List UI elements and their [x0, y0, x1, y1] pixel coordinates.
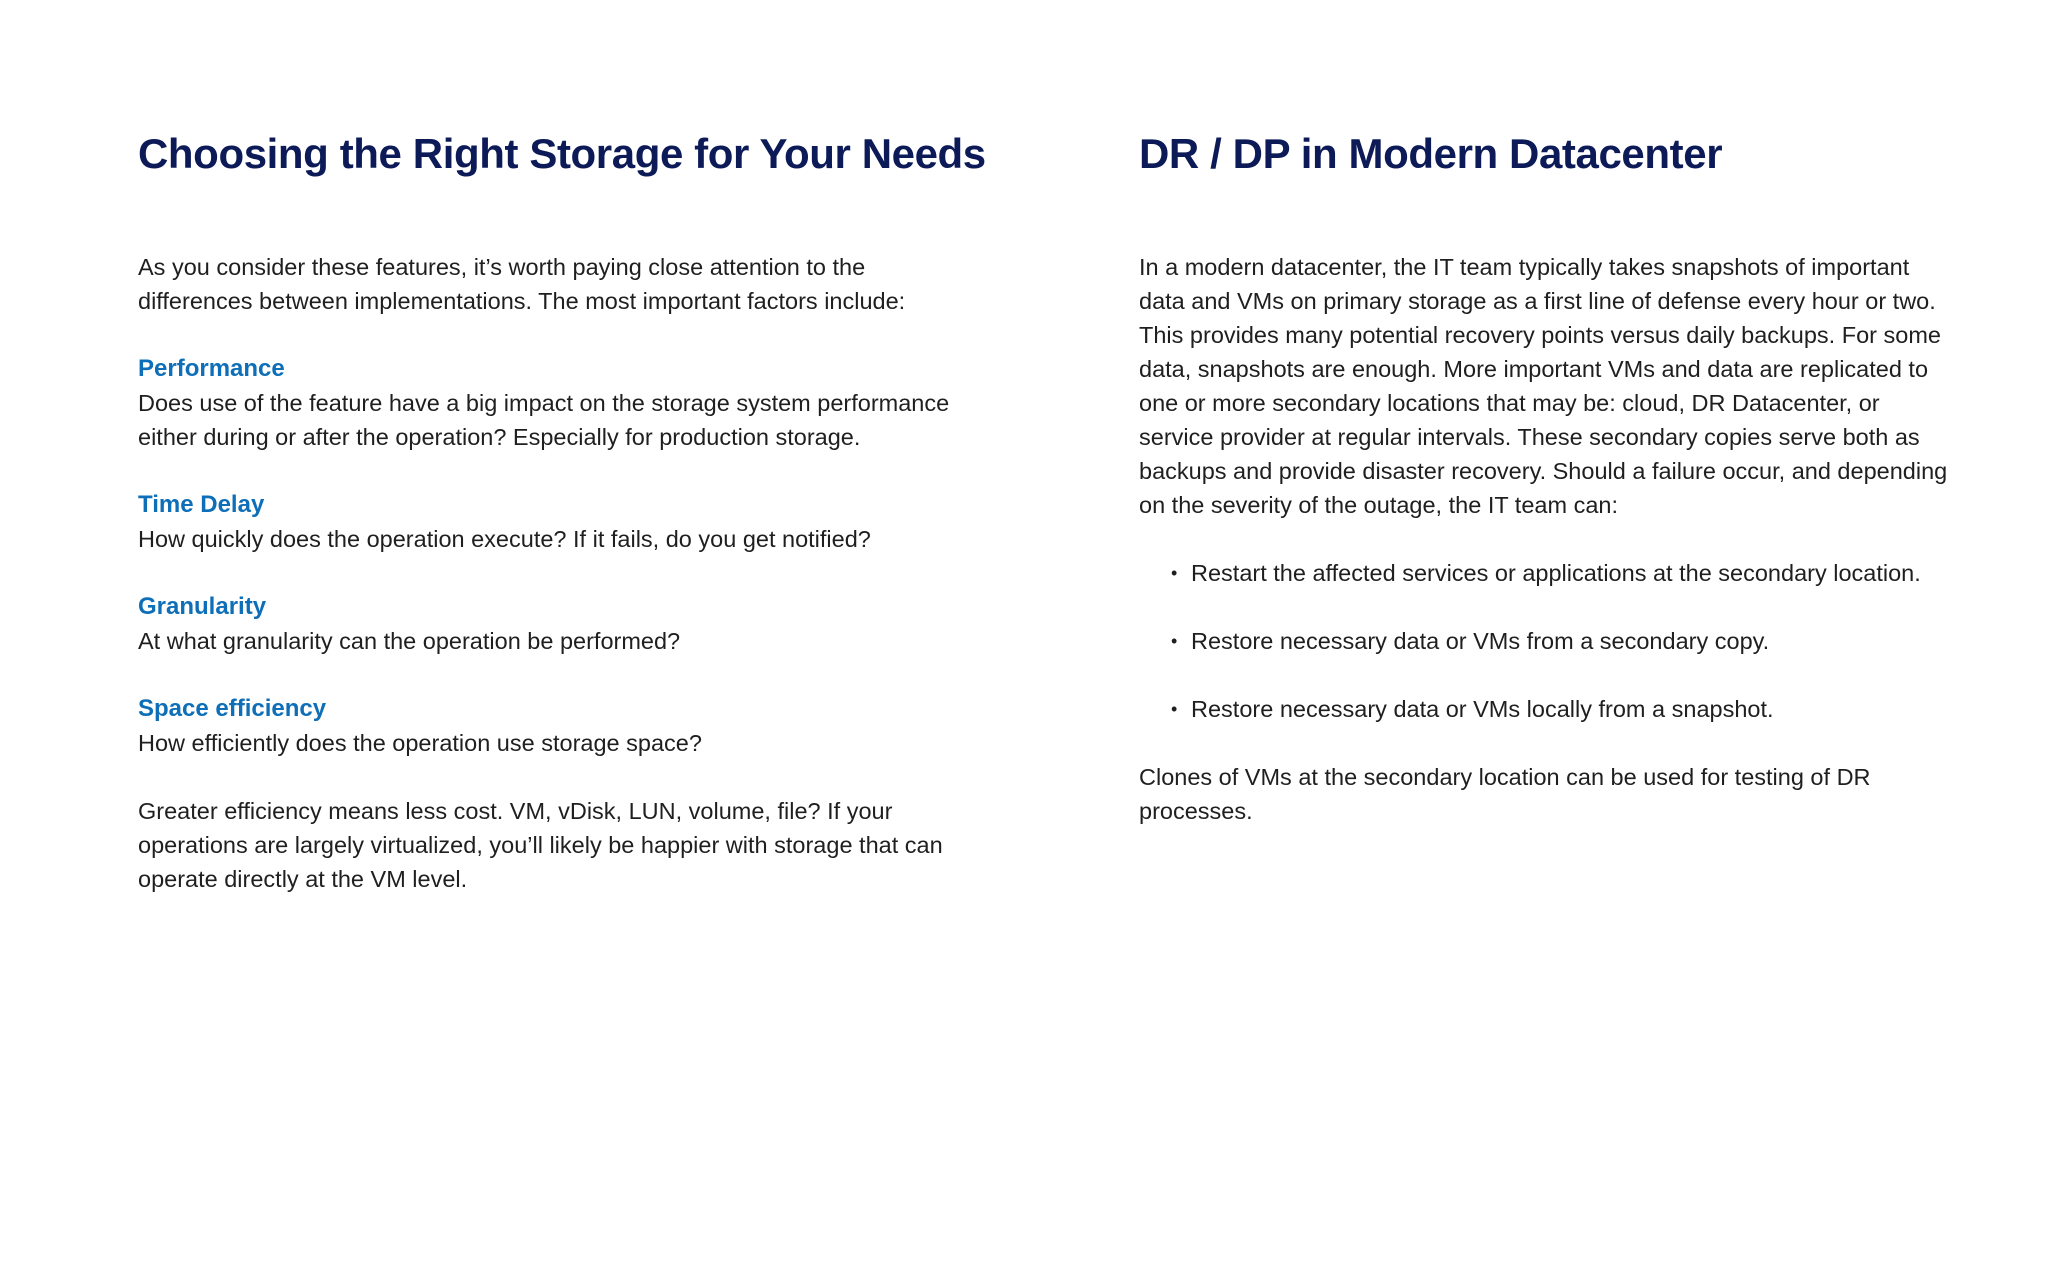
- right-intro-paragraph: In a modern datacenter, the IT team typically takes snapshots of important data and VMs on primary storage as a first line of defense every hour or two. This provides many potential recovery points versus daily backups. For some data, snapshots are enough. More important VMs and data are replicated to one or more secondary locations that may be: cloud, DR Datacenter, or service provider at regular intervals. These secondary copies serve both as backups and provide disaster recovery. Should a failure occur, and depending on the severity of the outage, the IT team can:: [1139, 254, 1948, 518]
- factor-space-efficiency: [138, 692, 968, 760]
- list-item-text: Restore necessary data or VMs from a secondary copy.: [1191, 628, 1770, 654]
- factor-text: How quickly does the operation execute? If it fails, do you get notified?: [138, 526, 871, 552]
- factor-text: How efficiently does the operation use storage space?: [138, 730, 702, 756]
- factor-time-delay: [138, 488, 968, 556]
- right-closing-paragraph: Clones of VMs at the secondary location can be used for testing of DR processes.: [1139, 764, 1871, 824]
- left-intro-paragraph: As you consider these features, it’s worth paying close attention to the differences between implementations. The most important factors include:: [138, 254, 906, 314]
- list-item-text: Restart the affected services or applications at the secondary location.: [1191, 560, 1921, 586]
- factor-text: Does use of the feature have a big impact on the storage system performance either during or after the operation? Especially for production storage.: [138, 390, 950, 450]
- factor-performance: [138, 352, 968, 454]
- factor-heading: Time Delay: [138, 491, 265, 518]
- list-item-text: Restore necessary data or VMs locally from a snapshot.: [1191, 696, 1774, 722]
- bullet-icon: •: [1171, 631, 1178, 651]
- list-item: [1171, 692, 1949, 726]
- left-title: Choosing the Right Storage for Your Needs: [138, 130, 986, 177]
- factor-text: At what granularity can the operation be performed?: [138, 628, 681, 654]
- recovery-options-list: [1139, 556, 1949, 726]
- factor-heading: Granularity: [138, 593, 267, 620]
- bullet-icon: •: [1171, 563, 1178, 583]
- factor-heading: Space efficiency: [138, 695, 327, 722]
- right-title: DR / DP in Modern Datacenter: [1139, 130, 1723, 177]
- list-item: [1171, 624, 1949, 658]
- factor-granularity: [138, 590, 968, 658]
- right-column: [1139, 126, 1949, 828]
- factor-heading: Performance: [138, 355, 285, 382]
- list-item: [1171, 556, 1949, 590]
- left-closing-paragraph: Greater efficiency means less cost. VM, vDisk, LUN, volume, file? If your operations are largely virtualized, you’ll likely be happier with storage that can operate directly at the VM level.: [138, 798, 943, 892]
- bullet-icon: •: [1171, 699, 1178, 719]
- left-column: [138, 126, 986, 896]
